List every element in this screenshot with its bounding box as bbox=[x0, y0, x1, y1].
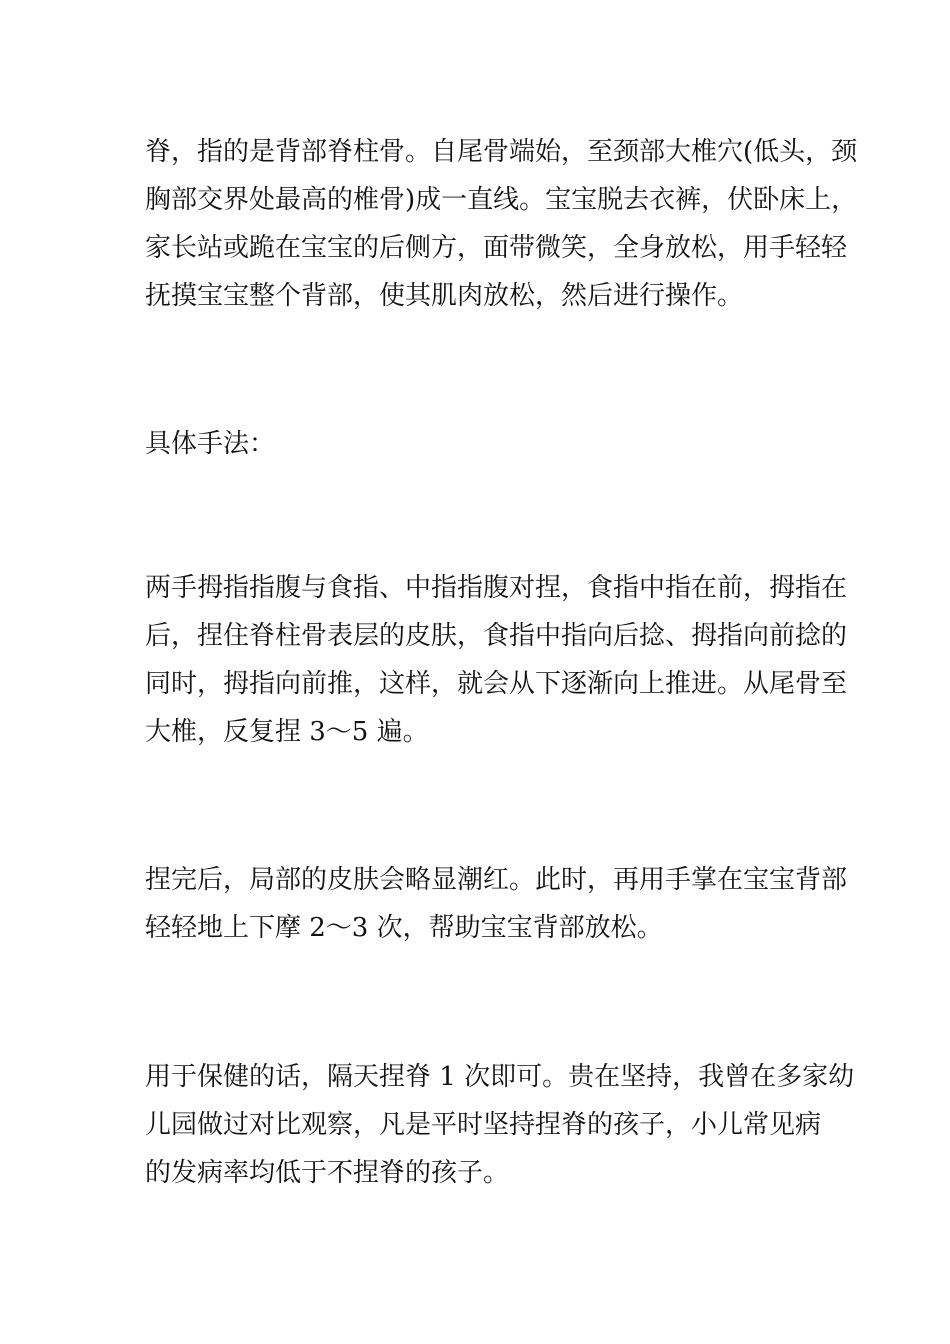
text-line: 轻轻地上下摩 2～3 次，帮助宝宝背部放松。 bbox=[145, 913, 663, 943]
text-line: 两手拇指指腹与食指、中指指腹对捏，食指中指在前，拇指在 bbox=[145, 573, 848, 603]
paragraph-spine-definition bbox=[145, 128, 858, 320]
text-line: 家长站或跪在宝宝的后侧方，面带微笑，全身放松，用手轻轻 bbox=[145, 233, 848, 263]
text-line: 的发病率均低于不捏脊的孩子。 bbox=[145, 1158, 510, 1188]
text-line: 捏完后，局部的皮肤会略显潮红。此时，再用手掌在宝宝背部 bbox=[145, 865, 848, 895]
paragraph-health-care bbox=[145, 1053, 855, 1197]
text-line: 后，捏住脊柱骨表层的皮肤，食指中指向后捻、拇指向前捻的 bbox=[145, 621, 848, 651]
text-line: 用于保健的话，隔天捏脊 1 次即可。贵在坚持，我曾在多家幼 bbox=[145, 1062, 855, 1092]
text-line: 胸部交界处最高的椎骨)成一直线。宝宝脱去衣裤，伏卧床上， bbox=[145, 185, 858, 215]
paragraph-after-pinching bbox=[145, 856, 848, 952]
text-line: 同时，拇指向前推，这样，就会从下逐渐向上推进。从尾骨至 bbox=[145, 669, 848, 699]
text-line: 具体手法： bbox=[145, 429, 276, 459]
text-line: 脊，指的是背部脊柱骨。自尾骨端始，至颈部大椎穴(低头，颈 bbox=[145, 137, 858, 167]
paragraph-technique-steps bbox=[145, 564, 848, 756]
text-line: 儿园做过对比观察，凡是平时坚持捏脊的孩子，小儿常见病 bbox=[145, 1110, 822, 1140]
paragraph-technique-heading bbox=[145, 420, 825, 468]
text-line: 抚摸宝宝整个背部，使其肌肉放松，然后进行操作。 bbox=[145, 281, 744, 311]
text-line: 大椎，反复捏 3～5 遍。 bbox=[145, 717, 429, 747]
